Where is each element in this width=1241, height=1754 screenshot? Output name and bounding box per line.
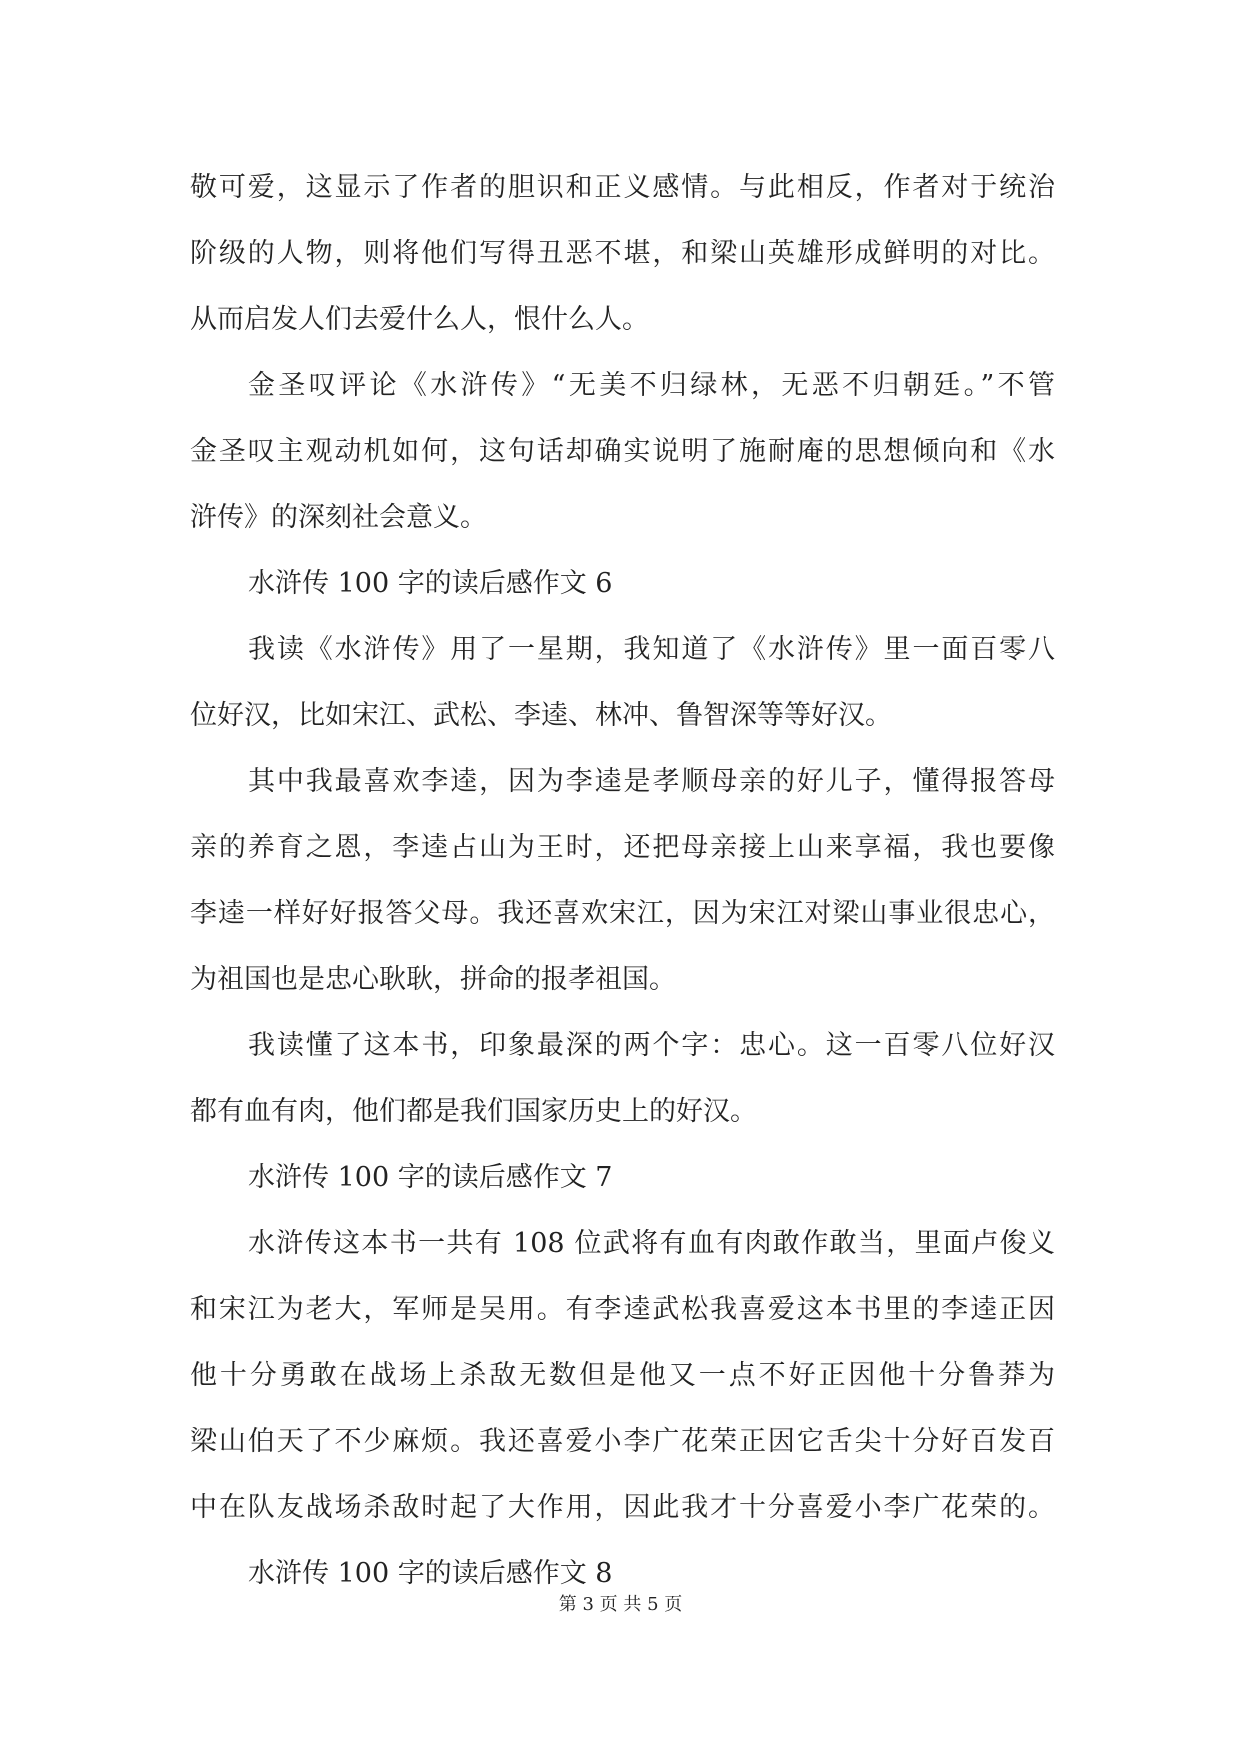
text-line: 梁山伯天了不少麻烦。我还喜爱小李广花荣正因它舌尖十分好百发百 <box>190 1426 1055 1457</box>
text-line: 为祖国也是忠心耿耿，拼命的报孝祖国。 <box>190 964 676 995</box>
text-line: 和宋江为老大，军师是吴用。有李逵武松我喜爱这本书里的李逵正因 <box>190 1294 1055 1325</box>
text-line: 水浒传这本书一共有 108 位武将有血有肉敢作敢当，里面卢俊义 <box>248 1228 1055 1259</box>
section-heading: 水浒传 100 字的读后感作文 8 <box>248 1558 613 1589</box>
paragraph <box>190 1211 1055 1541</box>
text-line: 金圣叹评论《水浒传》“无美不归绿林，无恶不归朝廷。”不管 <box>248 370 1055 401</box>
text-line: 我读《水浒传》用了一星期，我知道了《水浒传》里一面百零八 <box>248 634 1055 665</box>
text-line: 他十分勇敢在战场上杀敌无数但是他又一点不好正因他十分鲁莽为 <box>190 1360 1055 1391</box>
document-body <box>190 155 1055 1607</box>
text-line: 阶级的人物，则将他们写得丑恶不堪，和梁山英雄形成鲜明的对比。 <box>190 238 1055 269</box>
paragraph <box>190 749 1055 1013</box>
text-line: 从而启发人们去爱什么人，恨什么人。 <box>190 304 649 335</box>
text-line: 亲的养育之恩，李逵占山为王时，还把母亲接上山来享福，我也要像 <box>190 832 1055 863</box>
text-line: 金圣叹主观动机如何，这句话却确实说明了施耐庵的思想倾向和《水 <box>190 436 1055 467</box>
paragraph <box>190 353 1055 551</box>
text-line: 其中我最喜欢李逵，因为李逵是孝顺母亲的好儿子，懂得报答母 <box>248 766 1055 797</box>
text-line: 都有血有肉，他们都是我们国家历史上的好汉。 <box>190 1096 757 1127</box>
text-line: 敬可爱，这显示了作者的胆识和正义感情。与此相反，作者对于统治 <box>190 172 1055 203</box>
section-heading: 水浒传 100 字的读后感作文 6 <box>248 568 613 599</box>
text-line: 李逵一样好好报答父母。我还喜欢宋江，因为宋江对梁山事业很忠心， <box>190 898 1055 929</box>
section-heading: 水浒传 100 字的读后感作文 7 <box>248 1162 613 1193</box>
paragraph <box>190 1013 1055 1145</box>
text-line: 中在队友战场杀敌时起了大作用，因此我才十分喜爱小李广花荣的。 <box>190 1492 1055 1523</box>
text-line: 我读懂了这本书，印象最深的两个字：忠心。这一百零八位好汉 <box>248 1030 1055 1061</box>
text-line: 浒传》的深刻社会意义。 <box>190 502 487 533</box>
page-number-footer: 第 3 页 共 5 页 <box>558 1594 683 1615</box>
text-line: 位好汉，比如宋江、武松、李逵、林冲、鲁智深等等好汉。 <box>190 700 892 731</box>
paragraph-continuation <box>190 155 1055 353</box>
paragraph <box>190 617 1055 749</box>
